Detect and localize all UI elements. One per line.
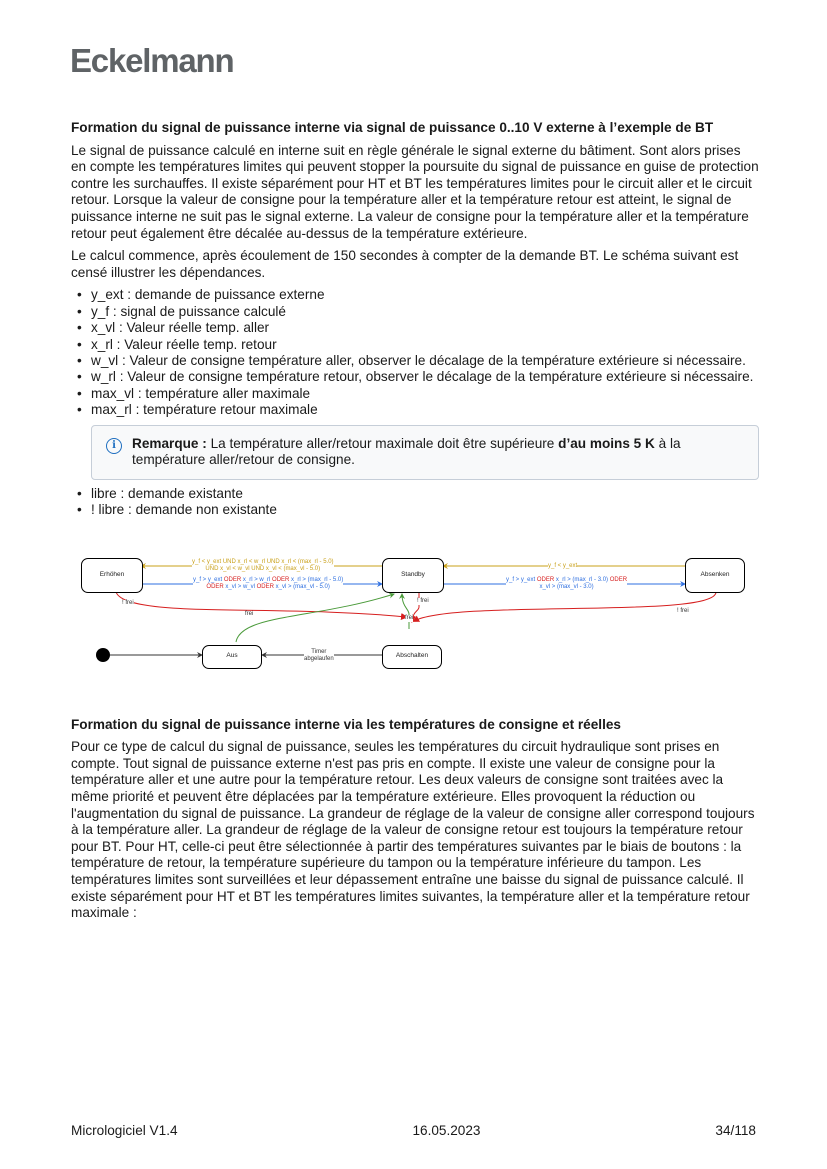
- edge-label-absenken-to-standby: y_f < y_ext: [548, 562, 578, 569]
- edge-label-abschalten-free: frei: [405, 614, 414, 621]
- list-item: • max_vl : température aller maximale: [91, 386, 759, 402]
- list-item: • w_vl : Valeur de consigne température aller, observer le décalage de la température extérieure si nécessaire.: [91, 353, 759, 369]
- list-item: • y_ext : demande de puissance externe: [91, 287, 759, 303]
- edge-label-part: x_vl > w_vl: [223, 583, 257, 590]
- footer-date: 16.05.2023: [412, 1123, 481, 1138]
- state-abschalten: Abschalten: [382, 645, 442, 669]
- note-label: Remarque :: [132, 435, 207, 451]
- edge-label-part: ODER: [272, 576, 290, 583]
- edge-label-part: y_f > y_ext: [193, 576, 224, 583]
- footer-product: Micrologiciel V1.4: [71, 1123, 178, 1138]
- edge-label-part: y_f > y_ext: [506, 576, 537, 583]
- edge-label-aus-free: frei: [245, 610, 254, 617]
- list-item: • max_rl : température retour maximale: [91, 402, 759, 418]
- edge-label-line: UND x_vl < w_vl UND x_vl < (max_vl - 5.0): [205, 565, 321, 572]
- state-standby: Standby: [382, 558, 444, 593]
- note-text-part: à la température aller/retour de consigne.: [132, 435, 681, 468]
- edge-label-line: y_f < y_ext UND x_rl < w_rl UND x_rl < (max_rl - 5.0): [192, 558, 334, 565]
- edge-label-part: ODER: [536, 576, 555, 583]
- section-title-external-signal: Formation du signal de puissance interne via signal de puissance 0..10 V externe à l’exemple de BT: [71, 120, 714, 135]
- list-item: • x_vl : Valeur réelle temp. aller: [91, 320, 759, 336]
- edge-label-part: ODER: [609, 576, 628, 583]
- edge-label-line: abgelaufen: [304, 655, 334, 662]
- edge-label-erhoehen-not-free: ! frei: [122, 599, 134, 606]
- section-title-setpoint-actual: Formation du signal de puissance interne via les températures de consigne et réelles: [71, 716, 621, 732]
- list-item: • y_f : signal de puissance calculé: [91, 304, 759, 320]
- edge-label-standby-to-absenken: [506, 577, 627, 591]
- state-erhoehen: Erhöhen: [81, 558, 143, 593]
- edge-label-part: ODER: [256, 583, 274, 590]
- footer-page-number: 34/118: [715, 1123, 756, 1138]
- list-item: • x_rl : Valeur réelle temp. retour: [91, 337, 759, 353]
- paragraph: Le calcul commence, après écoulement de 150 secondes à compter de la demande BT. Le schéma suivant est censé illustrer les dépendances.: [71, 248, 739, 280]
- note-box: [91, 425, 759, 480]
- edge-label-part: ODER: [206, 583, 224, 590]
- edge-label-standby-not-free: ! frei: [417, 597, 429, 604]
- list-item: • ! libre : demande non existante: [91, 502, 759, 518]
- edge-label-line: Timer: [311, 648, 327, 655]
- edge-label-absenken-not-free: ! frei: [677, 607, 689, 614]
- edge-label-part: x_rl > (max_rl - 5.0): [289, 576, 344, 583]
- edge-label-part: x_rl > (max_rl - 3.0): [554, 576, 610, 583]
- page-content: [71, 120, 759, 928]
- note-text-part: La température aller/retour maximale doit être supérieure: [206, 435, 559, 451]
- list-item: • w_rl : Valeur de consigne température retour, observer le décalage de la température extérieure si nécessaire.: [91, 369, 759, 385]
- edge-label-part: ODER: [223, 576, 242, 583]
- note-emphasis: d’au moins 5 K: [558, 435, 655, 451]
- variable-list: [71, 287, 759, 418]
- state-absenken: Absenken: [685, 558, 745, 593]
- paragraph: Le signal de puissance calculé en interne suit en règle générale le signal externe du bâtiment. Sont alors prises en compte les températures limites qui peuvent stopper la poursuite du signal de puissance en guise de protection contre les surchauffes. Il existe séparément pour HT et BT les températures limites pour le circuit aller et le circuit retour. Lorsque la valeur de consigne pour la température aller et la température retour est atteint, le signal de puissance interne ne suit pas le signal externe. La valeur de consigne pour la température aller et la température retour peut également être décalée au-dessus de la température extérieure.: [71, 142, 759, 241]
- company-logo: Eckelmann: [70, 42, 234, 79]
- edge-label-standby-to-erhoehen: [192, 559, 334, 573]
- edge-label-erhoehen-to-standby: [193, 577, 343, 591]
- edge-label-line: x_vl > (max_vl - 3.0): [539, 583, 594, 590]
- edge-label-part: x_vl > (max_vl - 5.0): [273, 583, 330, 590]
- list-item: • libre : demande existante: [91, 486, 759, 502]
- note-text: [132, 436, 744, 469]
- state-aus: Aus: [202, 645, 262, 669]
- edge-label-part: x_rl > w_rl: [241, 576, 273, 583]
- state-diagram: [76, 549, 776, 679]
- paragraph: Pour ce type de calcul du signal de puissance, seules les températures du circuit hydraulique sont prises en compte. Tout signal de puissance externe n'est pas pris en compte. Il existe une valeur de consigne pour la température aller et une autre pour la température retour. Les deux valeurs de consigne sont traitées avec la même priorité et peuvent être déplacées par la température extérieure. Elles provoquent la réduction ou l'augmentation du signal de puissance. La grandeur de réglage de la valeur de consigne aller correspond toujours à la température aller. La grandeur de réglage de la valeur de consigne retour est toujours la température retour pour BT. Pour HT, celle-ci peut être sélectionnée à partir des températures suivantes par le biais de boutons : la température de retour, la température supérieure du tampon ou la température inférieure du tampon. Les températures limites sont surveillées et leur dépassement entraîne une baisse du signal de puissance calculé. Il existe séparément pour HT et BT les températures limites suivantes, la température aller et la température retour maximale :: [71, 739, 755, 921]
- page-footer: [71, 1123, 756, 1138]
- edge-label-timer-expired: [304, 649, 334, 663]
- info-icon: i: [106, 438, 122, 454]
- free-state-list: [71, 486, 759, 519]
